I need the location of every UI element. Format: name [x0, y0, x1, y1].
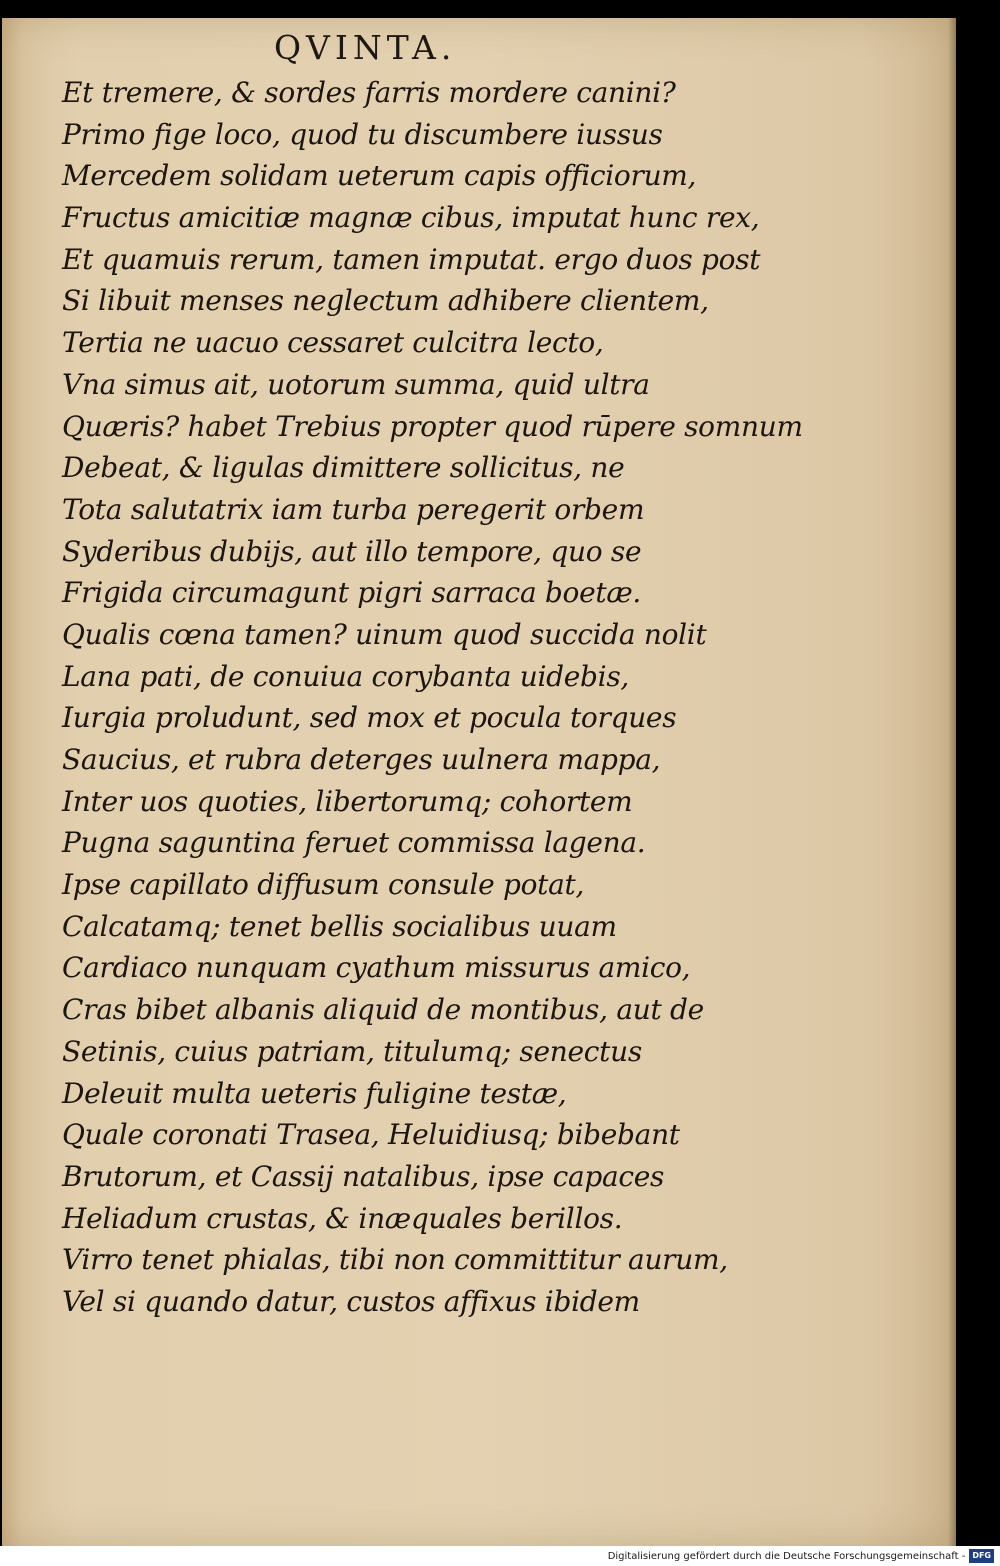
verse-line: Et tremere, & sordes farris mordere canini?: [62, 76, 676, 109]
verse-line: Cardiaco nunquam cyathum missurus amico,: [62, 951, 691, 985]
verse-line: Deleuit multa ueteris fuligine testæ,: [62, 1076, 567, 1110]
verse-line: Tertia ne uacuo cessaret culcitra lecto,: [62, 326, 604, 360]
verse-line: Primo fige loco, quod tu discumbere iussus: [62, 117, 663, 151]
verse-line: Cras bibet albanis aliquid de montibus, aut de: [62, 993, 704, 1027]
verse-line: Pugna saguntina feruet commissa lagena.: [62, 826, 646, 860]
verse-line: Tota salutatrix iam turba peregerit orbem: [62, 492, 645, 526]
verse-line: Quæris? habet Trebius propter quod rūpere somnum: [62, 409, 803, 443]
running-head: QVINTA.: [274, 28, 457, 67]
verse-line: Calcatamq; tenet bellis socialibus uuam: [62, 909, 617, 943]
verse-line: Lana pati, de conuiua corybanta uidebis,: [62, 659, 629, 693]
verse-line: Debeat, & ligulas dimittere sollicitus, ne: [62, 451, 625, 485]
verse-line: Inter uos quoties, libertorumq; cohortem: [62, 784, 633, 818]
verse-line: Saucius, et rubra deterges uulnera mappa,: [62, 743, 661, 776]
verse-line: Virro tenet phialas, tibi non committitur aurum,: [62, 1243, 728, 1277]
verse-line: Et quamuis rerum, tamen imputat. ergo duos post: [62, 242, 761, 276]
verse-line: Heliadum crustas, & inæquales berillos.: [62, 1201, 623, 1235]
dfg-logo: DFG: [969, 1549, 994, 1563]
verse-line: Vna simus ait, uotorum summa, quid ultra: [62, 367, 650, 401]
verse-line: Si libuit menses neglectum adhibere clientem,: [62, 284, 709, 318]
verse-line: Ipse capillato diffusum consule potat,: [62, 868, 585, 902]
verse-line: Vel si quando datur, custos affixus ibidem: [62, 1284, 640, 1318]
verse-line: Quale coronati Trasea, Heluidiusq; bibebant: [62, 1118, 680, 1152]
verse-line: Brutorum, et Cassij natalibus, ipse capaces: [62, 1159, 665, 1193]
verse-block: [62, 72, 803, 1323]
verse-line: Syderibus dubijs, aut illo tempore, quo se: [62, 534, 642, 568]
verse-line: Setinis, cuius patriam, titulumq; senectus: [62, 1034, 642, 1068]
page-edge-shadow: [948, 18, 956, 1546]
funding-credit: Digitalisierung gefördert durch die Deutsche Forschungsgemeinschaft -: [607, 1550, 966, 1562]
verse-line: Iurgia proludunt, sed mox et pocula torques: [62, 701, 677, 735]
verse-line: Mercedem solidam ueterum capis officiorum,: [62, 159, 697, 193]
verse-line: Qualis cœna tamen? uinum quod succida nolit: [62, 617, 707, 651]
funding-footer: [0, 1546, 1000, 1566]
verse-line: Frigida circumagunt pigri sarraca boetæ.: [62, 576, 641, 610]
verse-line: Fructus amicitiæ magnæ cibus, imputat hunc rex,: [62, 201, 760, 235]
book-page: [2, 18, 956, 1546]
